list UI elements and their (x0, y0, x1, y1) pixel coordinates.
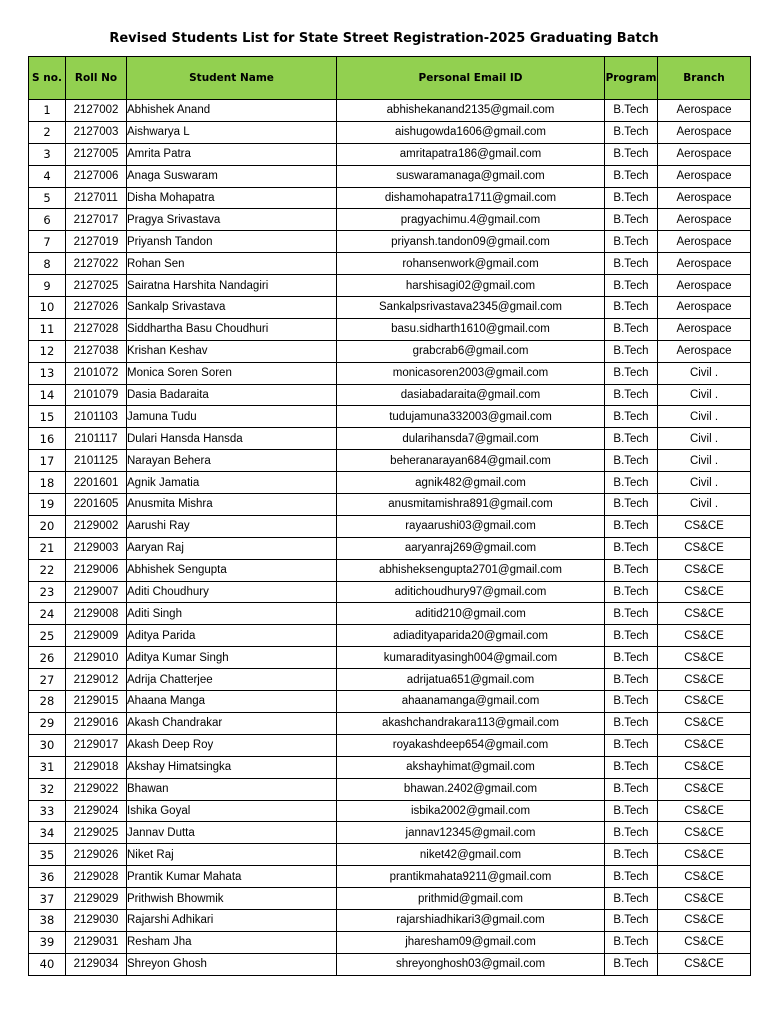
cell-email: Sankalpsrivastava2345@gmail.com (337, 297, 605, 319)
cell-roll-no: 2127017 (66, 209, 127, 231)
cell-roll-no: 2129012 (66, 669, 127, 691)
cell-branch: CS&CE (658, 669, 751, 691)
cell-program: B.Tech (605, 691, 658, 713)
cell-branch: CS&CE (658, 647, 751, 669)
cell-program: B.Tech (605, 340, 658, 362)
cell-sno: 24 (29, 603, 66, 625)
cell-branch: CS&CE (658, 909, 751, 931)
cell-student-name: Sairatna Harshita Nandagiri (127, 275, 337, 297)
cell-student-name: Aaryan Raj (127, 537, 337, 559)
cell-branch: Aerospace (658, 318, 751, 340)
cell-sno: 17 (29, 450, 66, 472)
cell-student-name: Aditi Singh (127, 603, 337, 625)
header-student-name: Student Name (127, 57, 337, 100)
cell-program: B.Tech (605, 494, 658, 516)
page-title: Revised Students List for State Street Registration-2025 Graduating Batch (109, 31, 659, 46)
table-row (29, 537, 751, 559)
cell-email: monicasoren2003@gmail.com (337, 362, 605, 384)
table-row (29, 909, 751, 931)
students-table (28, 56, 751, 976)
cell-program: B.Tech (605, 800, 658, 822)
cell-roll-no: 2129017 (66, 734, 127, 756)
cell-email: basu.sidharth1610@gmail.com (337, 318, 605, 340)
cell-branch: Civil . (658, 406, 751, 428)
cell-roll-no: 2127022 (66, 253, 127, 275)
table-row (29, 406, 751, 428)
cell-program: B.Tech (605, 143, 658, 165)
cell-roll-no: 2129009 (66, 625, 127, 647)
table-row (29, 472, 751, 494)
cell-roll-no: 2129008 (66, 603, 127, 625)
table-row (29, 428, 751, 450)
cell-email: dasiabadaraita@gmail.com (337, 384, 605, 406)
cell-branch: CS&CE (658, 756, 751, 778)
table-row (29, 888, 751, 910)
cell-email: ahaanamanga@gmail.com (337, 691, 605, 713)
cell-sno: 20 (29, 515, 66, 537)
cell-student-name: Monica Soren Soren (127, 362, 337, 384)
cell-roll-no: 2129018 (66, 756, 127, 778)
cell-roll-no: 2129002 (66, 515, 127, 537)
cell-student-name: Siddhartha Basu Choudhuri (127, 318, 337, 340)
cell-sno: 28 (29, 691, 66, 713)
cell-email: niket42@gmail.com (337, 844, 605, 866)
table-row (29, 866, 751, 888)
cell-student-name: Niket Raj (127, 844, 337, 866)
cell-program: B.Tech (605, 931, 658, 953)
cell-branch: Aerospace (658, 253, 751, 275)
cell-program: B.Tech (605, 669, 658, 691)
table-row (29, 603, 751, 625)
table-row (29, 822, 751, 844)
cell-roll-no: 2127006 (66, 165, 127, 187)
cell-email: akashchandrakara113@gmail.com (337, 712, 605, 734)
cell-email: anusmitamishra891@gmail.com (337, 494, 605, 516)
cell-program: B.Tech (605, 559, 658, 581)
cell-program: B.Tech (605, 778, 658, 800)
cell-sno: 14 (29, 384, 66, 406)
cell-sno: 16 (29, 428, 66, 450)
cell-roll-no: 2129003 (66, 537, 127, 559)
cell-program: B.Tech (605, 121, 658, 143)
cell-branch: Aerospace (658, 209, 751, 231)
cell-email: jannav12345@gmail.com (337, 822, 605, 844)
cell-sno: 8 (29, 253, 66, 275)
cell-sno: 15 (29, 406, 66, 428)
cell-student-name: Shreyon Ghosh (127, 953, 337, 975)
table-row (29, 340, 751, 362)
cell-student-name: Aditya Kumar Singh (127, 647, 337, 669)
cell-roll-no: 2129026 (66, 844, 127, 866)
cell-program: B.Tech (605, 231, 658, 253)
cell-branch: Civil . (658, 450, 751, 472)
cell-branch: Civil . (658, 494, 751, 516)
cell-email: prithmid@gmail.com (337, 888, 605, 910)
table-row (29, 778, 751, 800)
cell-roll-no: 2101103 (66, 406, 127, 428)
table-body (29, 100, 751, 976)
table-row (29, 143, 751, 165)
table-row (29, 275, 751, 297)
header-roll-no: Roll No (66, 57, 127, 100)
cell-branch: CS&CE (658, 888, 751, 910)
cell-roll-no: 2101079 (66, 384, 127, 406)
cell-student-name: Amrita Patra (127, 143, 337, 165)
cell-branch: Aerospace (658, 121, 751, 143)
cell-roll-no: 2129028 (66, 866, 127, 888)
cell-email: grabcrab6@gmail.com (337, 340, 605, 362)
cell-email: aaryanraj269@gmail.com (337, 537, 605, 559)
cell-program: B.Tech (605, 472, 658, 494)
cell-student-name: Abhishek Sengupta (127, 559, 337, 581)
cell-branch: Civil . (658, 384, 751, 406)
cell-roll-no: 2127002 (66, 100, 127, 122)
cell-email: priyansh.tandon09@gmail.com (337, 231, 605, 253)
table-row (29, 931, 751, 953)
cell-program: B.Tech (605, 450, 658, 472)
cell-program: B.Tech (605, 209, 658, 231)
cell-email: adrijatua651@gmail.com (337, 669, 605, 691)
cell-sno: 2 (29, 121, 66, 143)
cell-sno: 6 (29, 209, 66, 231)
cell-roll-no: 2129007 (66, 581, 127, 603)
cell-sno: 33 (29, 800, 66, 822)
cell-student-name: Aarushi Ray (127, 515, 337, 537)
cell-program: B.Tech (605, 756, 658, 778)
cell-branch: CS&CE (658, 691, 751, 713)
cell-email: abhisheksengupta2701@gmail.com (337, 559, 605, 581)
cell-program: B.Tech (605, 866, 658, 888)
cell-sno: 22 (29, 559, 66, 581)
cell-email: pragyachimu.4@gmail.com (337, 209, 605, 231)
cell-student-name: Agnik Jamatia (127, 472, 337, 494)
cell-sno: 40 (29, 953, 66, 975)
cell-sno: 10 (29, 297, 66, 319)
cell-email: dularihansda7@gmail.com (337, 428, 605, 450)
cell-sno: 38 (29, 909, 66, 931)
cell-sno: 36 (29, 866, 66, 888)
cell-program: B.Tech (605, 165, 658, 187)
cell-program: B.Tech (605, 537, 658, 559)
table-row (29, 734, 751, 756)
cell-sno: 26 (29, 647, 66, 669)
cell-branch: Aerospace (658, 275, 751, 297)
cell-branch: Civil . (658, 362, 751, 384)
table-row (29, 253, 751, 275)
cell-sno: 23 (29, 581, 66, 603)
cell-program: B.Tech (605, 187, 658, 209)
cell-program: B.Tech (605, 318, 658, 340)
cell-sno: 13 (29, 362, 66, 384)
cell-student-name: Dulari Hansda Hansda (127, 428, 337, 450)
header-program: Program (605, 57, 658, 100)
table-row (29, 669, 751, 691)
cell-roll-no: 2129022 (66, 778, 127, 800)
cell-student-name: Aditi Choudhury (127, 581, 337, 603)
cell-program: B.Tech (605, 581, 658, 603)
cell-email: prantikmahata9211@gmail.com (337, 866, 605, 888)
cell-student-name: Dasia Badaraita (127, 384, 337, 406)
cell-sno: 5 (29, 187, 66, 209)
cell-program: B.Tech (605, 734, 658, 756)
cell-branch: Aerospace (658, 165, 751, 187)
cell-roll-no: 2127005 (66, 143, 127, 165)
cell-sno: 18 (29, 472, 66, 494)
cell-student-name: Prantik Kumar Mahata (127, 866, 337, 888)
cell-roll-no: 2129025 (66, 822, 127, 844)
cell-roll-no: 2129016 (66, 712, 127, 734)
cell-program: B.Tech (605, 100, 658, 122)
cell-program: B.Tech (605, 603, 658, 625)
cell-program: B.Tech (605, 822, 658, 844)
cell-email: aditid210@gmail.com (337, 603, 605, 625)
cell-sno: 32 (29, 778, 66, 800)
cell-branch: Aerospace (658, 187, 751, 209)
cell-branch: Aerospace (658, 143, 751, 165)
cell-email: isbika2002@gmail.com (337, 800, 605, 822)
header-branch: Branch (658, 57, 751, 100)
cell-student-name: Jamuna Tudu (127, 406, 337, 428)
cell-sno: 35 (29, 844, 66, 866)
cell-roll-no: 2129024 (66, 800, 127, 822)
cell-program: B.Tech (605, 888, 658, 910)
cell-student-name: Akash Chandrakar (127, 712, 337, 734)
header-email: Personal Email ID (337, 57, 605, 100)
cell-branch: CS&CE (658, 778, 751, 800)
table-row (29, 165, 751, 187)
cell-branch: Aerospace (658, 340, 751, 362)
cell-sno: 9 (29, 275, 66, 297)
cell-sno: 7 (29, 231, 66, 253)
cell-roll-no: 2127011 (66, 187, 127, 209)
cell-student-name: Disha Mohapatra (127, 187, 337, 209)
cell-student-name: Anusmita Mishra (127, 494, 337, 516)
cell-program: B.Tech (605, 625, 658, 647)
cell-sno: 1 (29, 100, 66, 122)
cell-branch: CS&CE (658, 866, 751, 888)
cell-roll-no: 2129034 (66, 953, 127, 975)
cell-roll-no: 2129029 (66, 888, 127, 910)
cell-branch: Aerospace (658, 231, 751, 253)
cell-roll-no: 2127025 (66, 275, 127, 297)
cell-roll-no: 2129015 (66, 691, 127, 713)
cell-email: tudujamuna332003@gmail.com (337, 406, 605, 428)
cell-email: agnik482@gmail.com (337, 472, 605, 494)
cell-branch: CS&CE (658, 515, 751, 537)
cell-program: B.Tech (605, 909, 658, 931)
table-row (29, 625, 751, 647)
cell-email: abhishekanand2135@gmail.com (337, 100, 605, 122)
cell-email: harshisagi02@gmail.com (337, 275, 605, 297)
cell-student-name: Krishan Keshav (127, 340, 337, 362)
header-sno: S no. (29, 57, 66, 100)
cell-email: rayaarushi03@gmail.com (337, 515, 605, 537)
cell-branch: CS&CE (658, 581, 751, 603)
cell-branch: Aerospace (658, 297, 751, 319)
cell-email: beheranarayan684@gmail.com (337, 450, 605, 472)
cell-student-name: Pragya Srivastava (127, 209, 337, 231)
table-row (29, 121, 751, 143)
cell-email: amritapatra186@gmail.com (337, 143, 605, 165)
table-row (29, 953, 751, 975)
cell-student-name: Adrija Chatterjee (127, 669, 337, 691)
cell-student-name: Rohan Sen (127, 253, 337, 275)
cell-program: B.Tech (605, 515, 658, 537)
cell-branch: CS&CE (658, 734, 751, 756)
cell-roll-no: 2101072 (66, 362, 127, 384)
cell-roll-no: 2201605 (66, 494, 127, 516)
cell-student-name: Anaga Suswaram (127, 165, 337, 187)
cell-program: B.Tech (605, 844, 658, 866)
cell-student-name: Ishika Goyal (127, 800, 337, 822)
cell-sno: 11 (29, 318, 66, 340)
cell-sno: 31 (29, 756, 66, 778)
cell-roll-no: 2129031 (66, 931, 127, 953)
cell-program: B.Tech (605, 428, 658, 450)
cell-student-name: Priyansh Tandon (127, 231, 337, 253)
cell-student-name: Bhawan (127, 778, 337, 800)
table-row (29, 800, 751, 822)
cell-student-name: Rajarshi Adhikari (127, 909, 337, 931)
cell-roll-no: 2127028 (66, 318, 127, 340)
cell-branch: Civil . (658, 428, 751, 450)
table-row (29, 494, 751, 516)
cell-email: rohansenwork@gmail.com (337, 253, 605, 275)
cell-student-name: Aishwarya L (127, 121, 337, 143)
cell-branch: CS&CE (658, 559, 751, 581)
cell-program: B.Tech (605, 362, 658, 384)
table-row (29, 297, 751, 319)
cell-sno: 37 (29, 888, 66, 910)
table-row (29, 756, 751, 778)
cell-branch: CS&CE (658, 800, 751, 822)
table-row (29, 647, 751, 669)
cell-sno: 29 (29, 712, 66, 734)
cell-branch: CS&CE (658, 603, 751, 625)
cell-program: B.Tech (605, 297, 658, 319)
cell-student-name: Akshay Himatsingka (127, 756, 337, 778)
cell-sno: 30 (29, 734, 66, 756)
table-row (29, 187, 751, 209)
cell-student-name: Prithwish Bhowmik (127, 888, 337, 910)
cell-branch: CS&CE (658, 953, 751, 975)
cell-sno: 25 (29, 625, 66, 647)
cell-email: adiadityaparida20@gmail.com (337, 625, 605, 647)
cell-program: B.Tech (605, 275, 658, 297)
cell-roll-no: 2129030 (66, 909, 127, 931)
cell-student-name: Sankalp Srivastava (127, 297, 337, 319)
cell-email: bhawan.2402@gmail.com (337, 778, 605, 800)
table-row (29, 844, 751, 866)
cell-email: jharesham09@gmail.com (337, 931, 605, 953)
cell-email: royakashdeep654@gmail.com (337, 734, 605, 756)
cell-program: B.Tech (605, 384, 658, 406)
cell-roll-no: 2101117 (66, 428, 127, 450)
cell-student-name: Narayan Behera (127, 450, 337, 472)
table-row (29, 362, 751, 384)
cell-email: shreyonghosh03@gmail.com (337, 953, 605, 975)
cell-student-name: Aditya Parida (127, 625, 337, 647)
cell-sno: 4 (29, 165, 66, 187)
cell-sno: 21 (29, 537, 66, 559)
cell-program: B.Tech (605, 406, 658, 428)
cell-branch: CS&CE (658, 822, 751, 844)
cell-email: suswaramanaga@gmail.com (337, 165, 605, 187)
cell-branch: CS&CE (658, 625, 751, 647)
table-row (29, 691, 751, 713)
cell-student-name: Abhishek Anand (127, 100, 337, 122)
cell-program: B.Tech (605, 253, 658, 275)
table-row (29, 384, 751, 406)
cell-roll-no: 2127026 (66, 297, 127, 319)
cell-sno: 27 (29, 669, 66, 691)
cell-branch: CS&CE (658, 712, 751, 734)
cell-student-name: Resham Jha (127, 931, 337, 953)
cell-sno: 39 (29, 931, 66, 953)
cell-roll-no: 2129010 (66, 647, 127, 669)
cell-program: B.Tech (605, 712, 658, 734)
cell-sno: 3 (29, 143, 66, 165)
cell-roll-no: 2201601 (66, 472, 127, 494)
cell-roll-no: 2127019 (66, 231, 127, 253)
cell-email: rajarshiadhikari3@gmail.com (337, 909, 605, 931)
table-row (29, 231, 751, 253)
cell-branch: CS&CE (658, 537, 751, 559)
cell-roll-no: 2127003 (66, 121, 127, 143)
table-row (29, 209, 751, 231)
cell-branch: Civil . (658, 472, 751, 494)
cell-sno: 12 (29, 340, 66, 362)
header-row (29, 57, 751, 100)
cell-branch: Aerospace (658, 100, 751, 122)
cell-program: B.Tech (605, 647, 658, 669)
cell-email: akshayhimat@gmail.com (337, 756, 605, 778)
cell-roll-no: 2101125 (66, 450, 127, 472)
cell-email: dishamohapatra1711@gmail.com (337, 187, 605, 209)
table-row (29, 559, 751, 581)
cell-sno: 19 (29, 494, 66, 516)
table-row (29, 712, 751, 734)
table-row (29, 450, 751, 472)
cell-student-name: Jannav Dutta (127, 822, 337, 844)
cell-sno: 34 (29, 822, 66, 844)
cell-student-name: Akash Deep Roy (127, 734, 337, 756)
cell-email: kumaradityasingh004@gmail.com (337, 647, 605, 669)
cell-branch: CS&CE (658, 844, 751, 866)
cell-branch: CS&CE (658, 931, 751, 953)
cell-roll-no: 2127038 (66, 340, 127, 362)
table-row (29, 318, 751, 340)
table-row (29, 100, 751, 122)
table-row (29, 581, 751, 603)
table-row (29, 515, 751, 537)
cell-email: aditichoudhury97@gmail.com (337, 581, 605, 603)
cell-student-name: Ahaana Manga (127, 691, 337, 713)
cell-program: B.Tech (605, 953, 658, 975)
cell-email: aishugowda1606@gmail.com (337, 121, 605, 143)
cell-roll-no: 2129006 (66, 559, 127, 581)
